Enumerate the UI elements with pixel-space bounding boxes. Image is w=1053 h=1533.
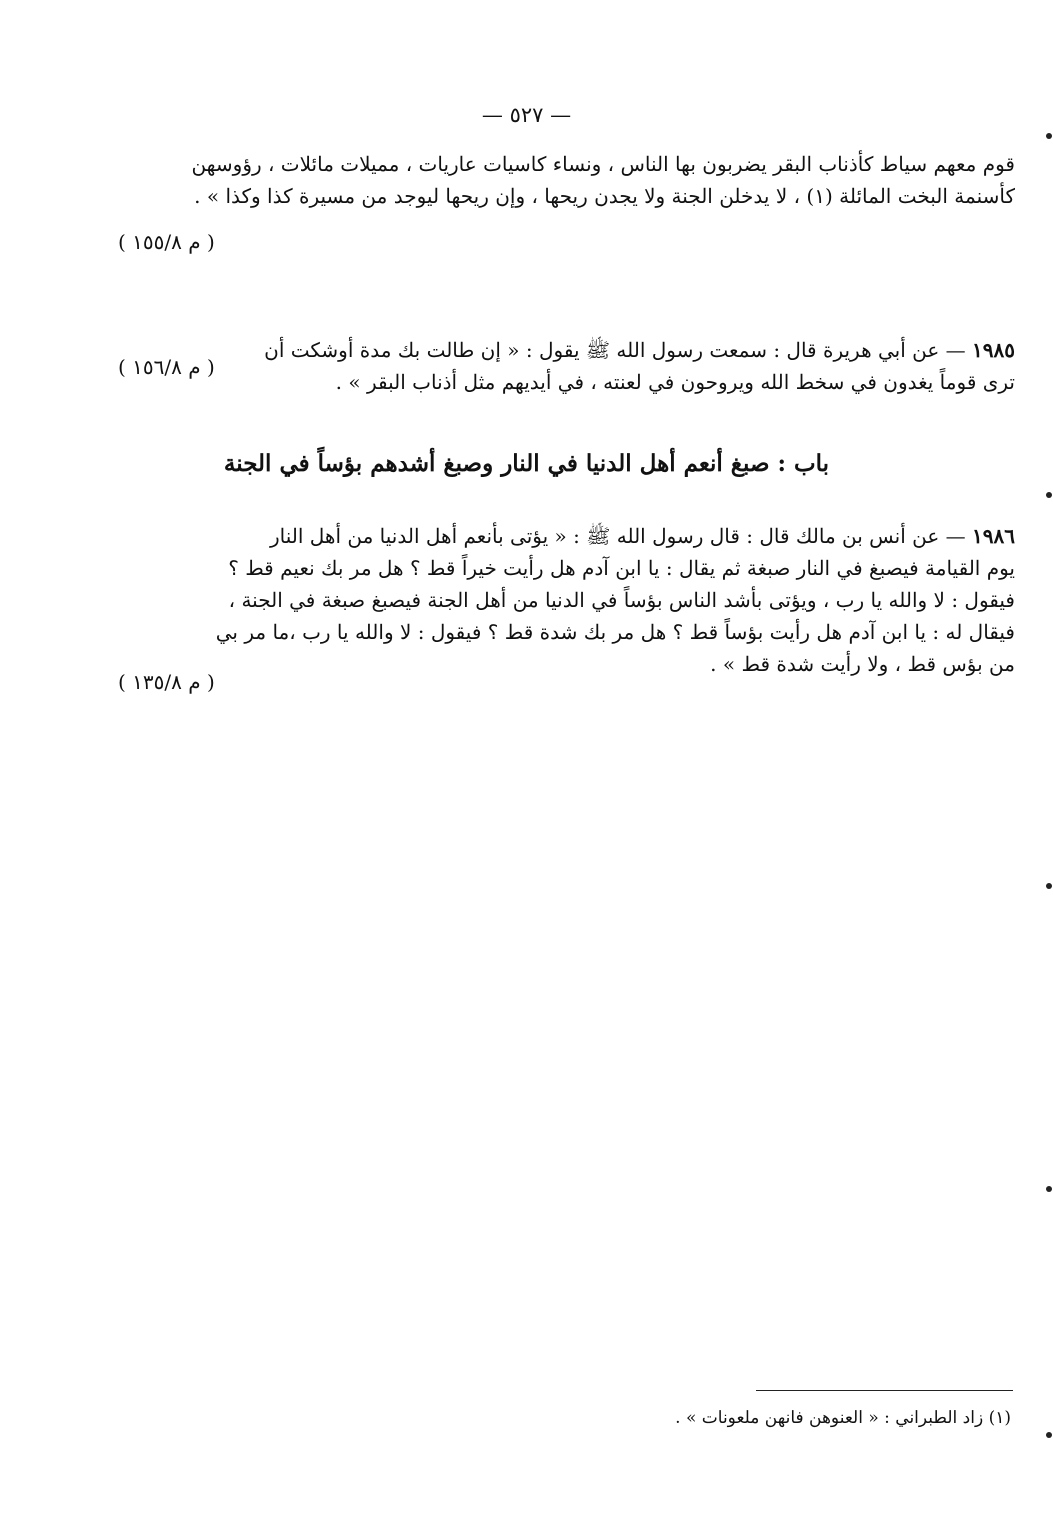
- footnote: (١) زاد الطبراني : « العنوهن فانهن ملعونات » .: [675, 1408, 1011, 1428]
- paragraph-continuation: [35, 148, 1015, 212]
- hadith-text: — عن أنس بن مالك قال : قال رسول الله ﷺ : « يؤتى بأنعم أهل الدنيا من أهل النار: [269, 524, 966, 548]
- source-reference: ( م ١٥٥/٨ ): [118, 230, 215, 254]
- scan-edge-mark: [1046, 1186, 1052, 1192]
- text-line: فيقول : لا والله يا رب ، ويؤتى بأشد الناس بؤساً في الدنيا من أهل الجنة فيصبغ صبغة في الجنة ،: [228, 588, 1015, 612]
- scan-edge-mark: [1046, 883, 1052, 889]
- scan-edge-mark: [1046, 492, 1052, 498]
- hadith-1986: [35, 520, 1015, 680]
- hadith-number: ١٩٨٥: [972, 338, 1015, 362]
- source-reference: ( م ١٣٥/٨ ): [118, 670, 215, 694]
- text-line: [35, 520, 1015, 552]
- hadith-number: ١٩٨٦: [972, 524, 1015, 548]
- text-line: من بؤس قط ، ولا رأيت شدة قط » .: [710, 652, 1015, 676]
- text-line: يوم القيامة فيصبغ في النار صبغة ثم يقال : يا ابن آدم هل رأيت خيراً قط ؟ هل مر بك نعيم قط ؟: [228, 556, 1015, 580]
- section-heading: باب : صبغ أنعم أهل الدنيا في النار وصبغ أشدهم بؤساً في الجنة: [223, 450, 830, 477]
- footnote-separator: [756, 1390, 1013, 1391]
- page-number: — ٥٢٧ —: [481, 103, 572, 127]
- hadith-text: — عن أبي هريرة قال : سمعت رسول الله ﷺ يقول : « إن طالت بك مدة أوشكت أن: [264, 338, 966, 362]
- text-line: كأسنمة البخت المائلة (١) ، لا يدخلن الجنة ولا يجدن ريحها ، وإن ريحها ليوجد من مسيرة كذا وكذا » .: [194, 184, 1015, 208]
- text-line: قوم معهم سياط كأذناب البقر يضربون بها الناس ، ونساء كاسيات عاريات ، مميلات مائلات ، رؤوسهن: [191, 152, 1015, 176]
- text-line: ترى قوماً يغدون في سخط الله ويروحون في لعنته ، في أيديهم مثل أذناب البقر » .: [335, 370, 1015, 394]
- scan-edge-mark: [1046, 133, 1052, 139]
- source-reference: ( م ١٥٦/٨ ): [118, 355, 215, 379]
- text-line: فيقال له : يا ابن آدم هل رأيت بؤساً قط ؟ هل مر بك شدة قط ؟ فيقول : لا والله يا رب ،ما مر بي: [215, 620, 1015, 644]
- scan-edge-mark: [1046, 1432, 1052, 1438]
